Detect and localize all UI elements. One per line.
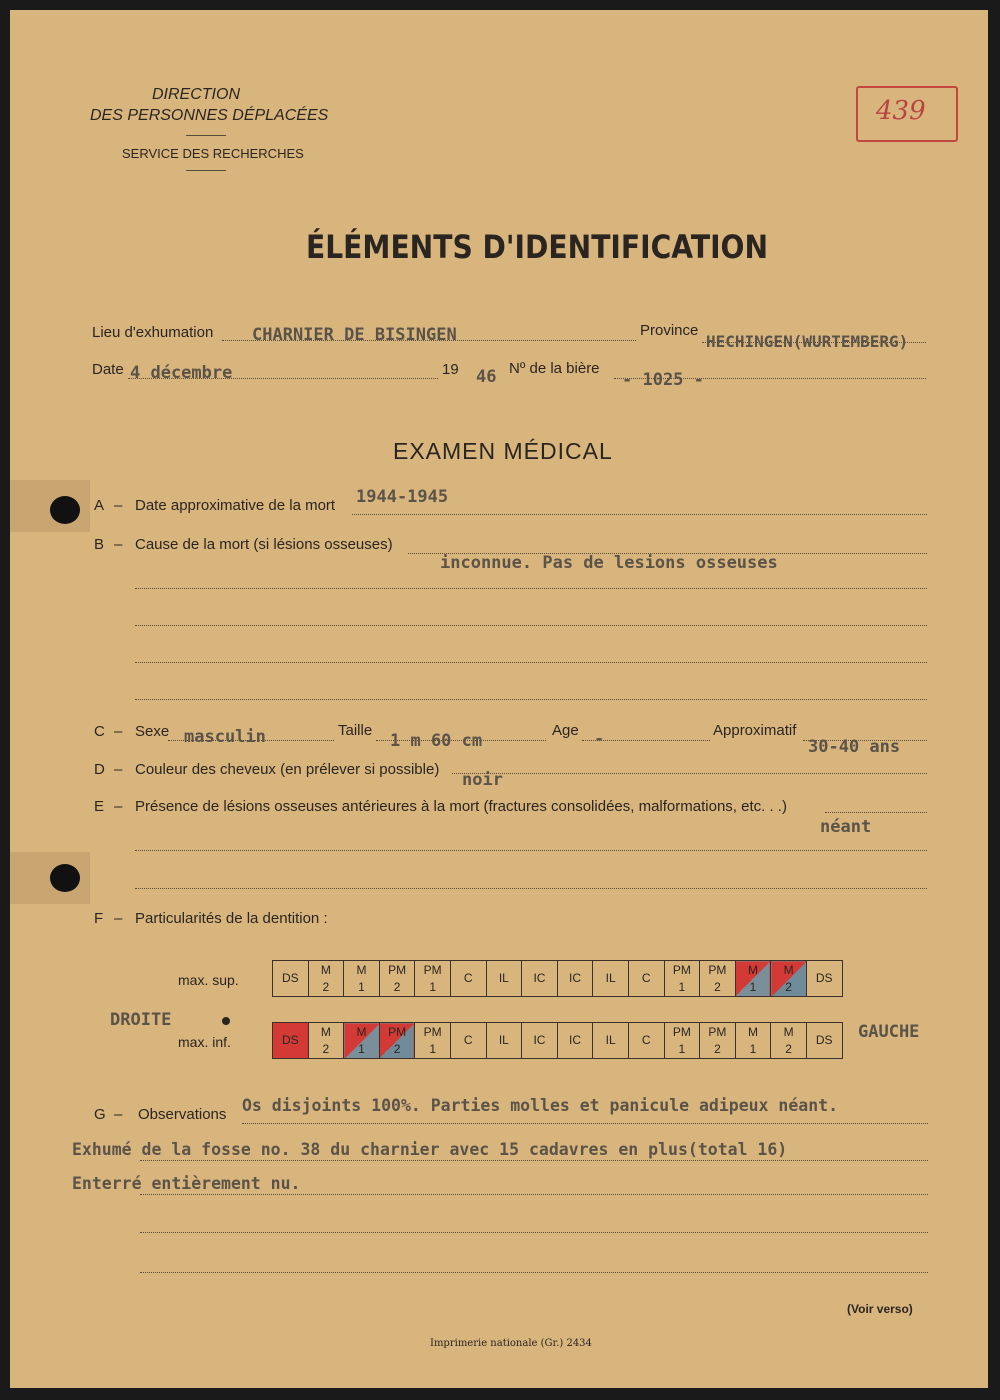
item-f-label: Particularités de la dentition :: [135, 910, 328, 927]
item-g-letter: G: [94, 1106, 106, 1123]
item-b-value: inconnue. Pas de lesions osseuses: [440, 553, 778, 573]
upper-tooth-10: C: [628, 961, 664, 997]
lower-tooth-3: PM 2: [379, 1023, 415, 1059]
item-b-line-2: [135, 588, 927, 589]
upper-tooth-12: PM 2: [700, 961, 736, 997]
obs-line-1: [242, 1123, 928, 1124]
upper-tooth-7: IC: [522, 961, 558, 997]
date-value: 4 décembre: [130, 363, 233, 383]
service-name: SERVICE DES RECHERCHES: [122, 146, 304, 161]
item-e-line: [825, 812, 927, 813]
lower-tooth-11: PM 1: [664, 1023, 700, 1059]
item-e-line-3: [135, 888, 927, 889]
punch-hole-icon: [50, 864, 80, 892]
lieu-value: CHARNIER DE BISINGEN: [252, 325, 457, 345]
upper-tooth-3: PM 2: [379, 961, 415, 997]
file-number-stamp: 439: [856, 86, 958, 142]
voir-verso: (Voir verso): [847, 1302, 913, 1316]
lower-tooth-12: PM 2: [700, 1023, 736, 1059]
upper-tooth-8: IC: [557, 961, 593, 997]
upper-tooth-2: M 1: [344, 961, 380, 997]
item-b-line-3: [135, 625, 927, 626]
upper-tooth-11: PM 1: [664, 961, 700, 997]
lower-tooth-10: C: [628, 1023, 664, 1059]
gauche-label: GAUCHE: [858, 1022, 920, 1042]
item-e-line-2: [135, 850, 927, 851]
item-b-line-5: [135, 699, 927, 700]
item-c-letter: C: [94, 723, 105, 740]
year-prefix: 19: [442, 361, 459, 378]
lower-tooth-15: DS: [806, 1023, 842, 1059]
taille-value: 1 m 60 cm: [390, 731, 483, 751]
lower-tooth-14: M 2: [771, 1023, 807, 1059]
upper-tooth-5: C: [450, 961, 486, 997]
upper-tooth-13: M 1: [735, 961, 771, 997]
header-divider-2: [186, 170, 226, 171]
biere-label: Nº de la bière: [509, 360, 600, 377]
upper-tooth-9: IL: [593, 961, 629, 997]
lower-tooth-9: IL: [593, 1023, 629, 1059]
item-e-letter: E: [94, 798, 105, 815]
lower-teeth-chart: [272, 1022, 843, 1059]
sexe-label: Sexe: [135, 723, 170, 740]
lower-tooth-13: M 1: [735, 1023, 771, 1059]
upper-tooth-4: PM 1: [415, 961, 451, 997]
item-d-line: [452, 773, 927, 774]
item-b-label: Cause de la mort (si lésions osseuses): [135, 536, 393, 553]
max-inf-label: max. inf.: [178, 1034, 231, 1050]
biere-value: - 1025 -: [622, 370, 704, 390]
form-sheet: DIRECTION DES PERSONNES DÉPLACÉES SERVICE DES RECHERCHES 439 ÉLÉMENTS D'IDENTIFICATION Lieu d'exhumation CHARNIER DE BISINGEN Province HECHINGEN(WURTEMBERG) Date 4 décembre 19 46 Nº de la bière - 1025 - EXAMEN MÉDICAL A – Date approximative de la mort 1944-1945 B – Cause de la mort (si lésions osseuses) inconnue. Pas de lesions osseuses C – Sexe masculin Taille 1 m 60 cm Age - Approximatif 30-40 ans D – Couleur des cheveux (en prélever si possible) noir E – Présence de lésions osseuses antérieures à la mort (fractures consolidées, malformations, etc. . .) néant F – Particularités de la dentition : max. sup. DS M 2 M 1 PM 2 PM 1 C IL IC IC IL C PM 1 PM 2 M 1 M 2 DS DROITE max. inf. DS M 2 M 1 PM 2 PM 1 C IL IC IC IL C PM 1 PM 2 M 1 M 2 DS GAUCHE G – Observations Os disjoints 100%. Parties molles et panicule adipeux néant. Exhumé de la fosse no. 38 du charnier avec 15 cadavres en plus(total 16) Enterré entièrement nu. (Voir verso) Imprimerie nationale (Gr.) 2434: [10, 10, 988, 1388]
obs-line-2: [140, 1160, 928, 1161]
age-label: Age: [552, 722, 579, 739]
item-f-letter: F: [94, 910, 104, 927]
item-a-letter: A: [94, 497, 105, 514]
obs-value-2: Exhumé de la fosse no. 38 du charnier avec 15 cadavres en plus(total 16): [72, 1140, 788, 1159]
upper-tooth-14: M 2: [771, 961, 807, 997]
upper-teeth-chart: [272, 960, 843, 997]
org-line1: DIRECTION: [152, 86, 240, 103]
item-a-value: 1944-1945: [356, 487, 449, 507]
lower-tooth-0: DS: [273, 1023, 309, 1059]
sexe-value: masculin: [184, 727, 266, 747]
year-value: 46: [476, 367, 497, 387]
page-title: ÉLÉMENTS D'IDENTIFICATION: [306, 228, 769, 266]
obs-value-3: Enterré entièrement nu.: [72, 1174, 301, 1193]
lower-tooth-2: M 1: [344, 1023, 380, 1059]
age-value: -: [594, 729, 605, 749]
item-d-value: noir: [462, 770, 503, 790]
lower-tooth-7: IC: [522, 1023, 558, 1059]
obs-line-3: [140, 1194, 928, 1195]
item-b-letter: B: [94, 536, 105, 553]
obs-value-1: Os disjoints 100%. Parties molles et panicule adipeux néant.: [242, 1096, 839, 1115]
obs-line-5: [140, 1272, 928, 1273]
upper-tooth-1: M 2: [308, 961, 344, 997]
item-d-letter: D: [94, 761, 105, 778]
date-label: Date: [92, 361, 124, 378]
item-e-value: néant: [820, 817, 872, 837]
droite-label: DROITE: [110, 1010, 172, 1030]
upper-tooth-0: DS: [273, 961, 309, 997]
approx-label: Approximatif: [713, 722, 797, 739]
header-divider: [186, 135, 226, 136]
max-sup-label: max. sup.: [178, 972, 239, 988]
observations-label: Observations: [138, 1106, 227, 1123]
lower-tooth-8: IC: [557, 1023, 593, 1059]
taille-label: Taille: [338, 722, 373, 739]
org-line2: DES PERSONNES DÉPLACÉES: [90, 107, 329, 124]
imprimerie-note: Imprimerie nationale (Gr.) 2434: [430, 1338, 592, 1349]
province-label: Province: [640, 322, 699, 339]
item-b-line-4: [135, 662, 927, 663]
item-e-label: Présence de lésions osseuses antérieures à la mort (fractures consolidées, malformations, etc. . .): [135, 798, 787, 815]
province-value: HECHINGEN(WURTEMBERG): [706, 332, 909, 351]
lower-tooth-1: M 2: [308, 1023, 344, 1059]
item-a-label: Date approximative de la mort: [135, 497, 336, 514]
lower-tooth-4: PM 1: [415, 1023, 451, 1059]
lower-tooth-6: IL: [486, 1023, 522, 1059]
lower-tooth-5: C: [450, 1023, 486, 1059]
dot-mark: [222, 1017, 230, 1025]
section-title: EXAMEN MÉDICAL: [393, 438, 613, 464]
punch-hole-icon: [50, 496, 80, 524]
lieu-label: Lieu d'exhumation: [92, 324, 214, 341]
item-a-line: [352, 514, 927, 515]
obs-line-4: [140, 1232, 928, 1233]
upper-tooth-15: DS: [806, 961, 842, 997]
approx-value: 30-40 ans: [808, 737, 901, 757]
item-d-label: Couleur des cheveux (en prélever si possible): [135, 761, 440, 778]
upper-tooth-6: IL: [486, 961, 522, 997]
